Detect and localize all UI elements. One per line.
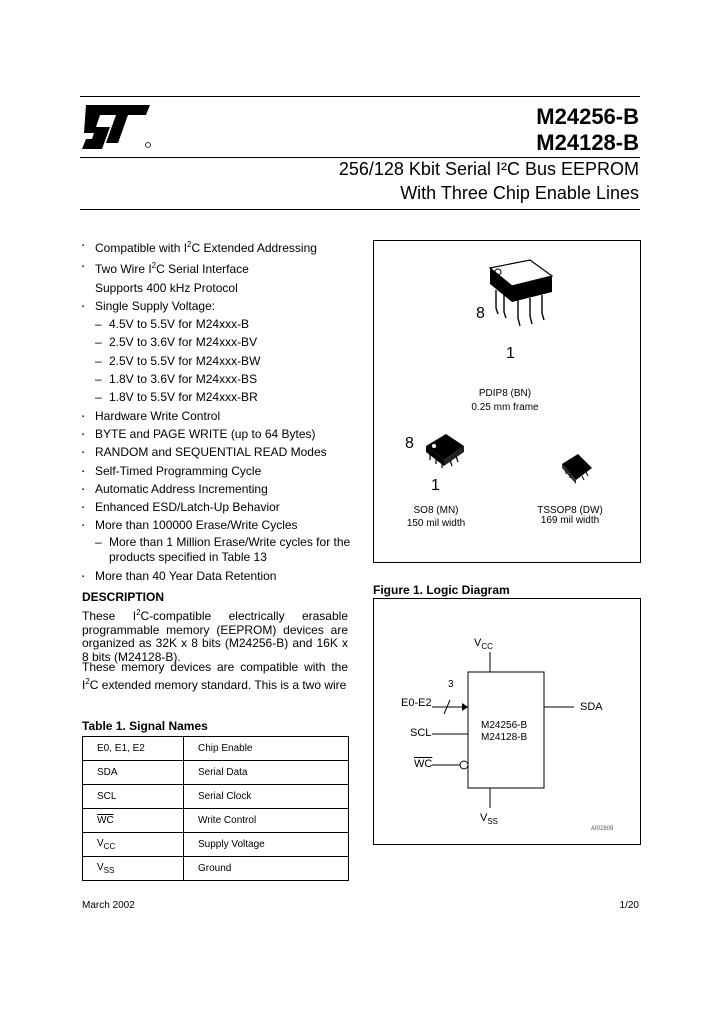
pdip-package-detail: 0.25 mm frame — [471, 402, 539, 413]
description-heading: DESCRIPTION — [82, 590, 165, 604]
signal-names-table — [82, 736, 349, 881]
feature-item: ▪ Single Supply Voltage: — [82, 297, 352, 315]
feature-item: ▪ Two Wire $I^2C$ Serial Interface Supports 400 kHz Protocol — [82, 257, 352, 297]
e0-e2-pin-label: E0-E2 — [401, 697, 432, 709]
subtitle-line-1: 256/128 Kbit Serial I²C Bus EEPROM — [338, 159, 639, 179]
pdip-pin-1-label: 1 — [506, 345, 515, 362]
feature-item: ▪ Compatible with $I^2C$ Extended Addressing — [82, 236, 352, 257]
chip-label-1: M24256-B — [481, 720, 528, 731]
feature-item: ▪ Self-Timed Programming Cycle — [82, 462, 352, 480]
vcc-pin-label: $V_{CC}$ — [474, 637, 493, 651]
tssop8-package-name: TSSOP8 (DW) — [537, 505, 603, 516]
so8-pin-8-label: 8 — [405, 435, 414, 452]
part-number-2: M24128-B — [536, 130, 639, 155]
table-title: Table 1. Signal Names — [82, 719, 208, 733]
voltage-option: – 1.8V to 5.5V for M24xxx-BR — [95, 390, 258, 405]
so8-package-image — [420, 430, 470, 474]
tssop8-package-detail: 169 mil width — [540, 515, 600, 526]
voltage-option: – 1.8V to 3.6V for M24xxx-BS — [95, 372, 258, 387]
feature-item: ▪ Automatic Address Incrementing — [82, 480, 352, 498]
table-row: $\overline{WC}$ Write Control — [83, 809, 349, 833]
feature-item: ▪ More than 100000 Erase/Write Cycles — [82, 516, 352, 534]
header-rule — [80, 96, 640, 97]
figure-title: Figure 1. Logic Diagram — [373, 583, 510, 597]
description-paragraph-1: These $I^2C$-compatible electrically erasable programmable memory (EEPROM) devices are organized as 32K x 8 bits (M24256-B) and 16K x 8 bits (M24128-B). — [82, 608, 348, 664]
part-number-1: M24256-B — [536, 104, 639, 129]
so8-pin-1-label: 1 — [431, 477, 440, 494]
wc-pin-label: $\overline{WC}$ — [414, 758, 433, 770]
feature-item: ▪ BYTE and PAGE WRITE (up to 64 Bytes) — [82, 425, 352, 443]
table-row: SDA Serial Data — [83, 761, 349, 785]
feature-item: ▪ Enhanced ESD/Latch-Up Behavior — [82, 498, 352, 516]
sda-pin-label: SDA — [580, 701, 603, 713]
so8-package-name: SO8 (MN) — [413, 505, 459, 516]
vss-pin-label: $V_{SS}$ — [480, 812, 499, 826]
pdip8-package-image — [470, 258, 570, 338]
pdip-package-name: PDIP8 (BN) — [478, 388, 532, 399]
table-row: SCL Serial Clock — [83, 785, 349, 809]
bus-width-label: 3 — [448, 679, 454, 690]
page-number: 1/20 — [619, 900, 639, 911]
scl-pin-label: SCL — [410, 727, 432, 739]
pdip-pin-8-label: 8 — [476, 305, 485, 322]
feature-item: ▪ RANDOM and SEQUENTIAL READ Modes — [82, 443, 352, 461]
description-paragraph-2: These memory devices are compatible with the $I^2C$ extended memory standard. This is a two wire — [82, 660, 348, 692]
footer-date: March 2002 — [82, 900, 135, 911]
feature-subitem: – More than 1 Million Erase/Write cycles for the products specified in Table 13 — [95, 534, 351, 564]
voltage-option: – 2.5V to 5.5V for M24xxx-BW — [95, 353, 261, 368]
tssop8-package-image — [556, 450, 596, 490]
feature-item: ▪ More than 40 Year Data Retention — [82, 567, 352, 585]
subtitle-rule — [80, 209, 640, 210]
feature-list — [82, 236, 352, 585]
figure-reference: AI02809 — [591, 826, 614, 832]
voltage-option: – 2.5V to 3.6V for M24xxx-BV — [95, 335, 258, 350]
voltage-option: – 4.5V to 5.5V for M24xxx-B — [95, 317, 250, 332]
table-row: $V_{CC}$ Supply Voltage — [83, 833, 349, 857]
subtitle-line-2: With Three Chip Enable Lines — [400, 183, 639, 203]
st-logo — [80, 103, 154, 151]
so8-package-detail: 150 mil width — [406, 518, 466, 529]
feature-item: ▪ Hardware Write Control — [82, 407, 352, 425]
table-row: E0, E1, E2 Chip Enable — [83, 737, 349, 761]
chip-label-2: M24128-B — [481, 732, 528, 743]
table-row: $V_{SS}$ Ground — [83, 857, 349, 881]
